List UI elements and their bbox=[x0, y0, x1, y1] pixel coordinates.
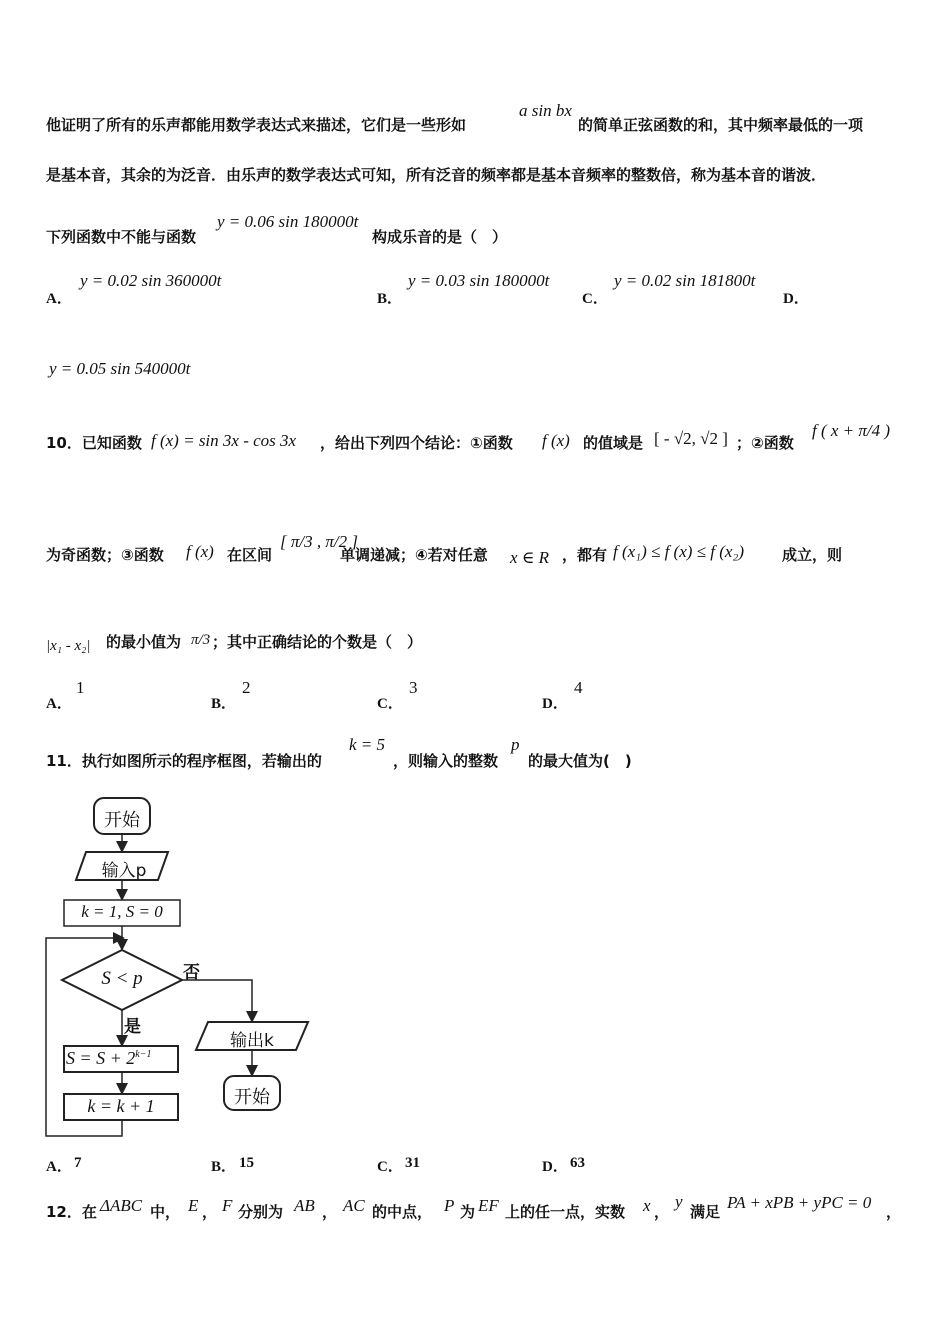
q12-a3: 的中点， bbox=[372, 1203, 433, 1221]
q10-option-d-value: 4 bbox=[574, 678, 583, 697]
q10-absdiff: |x₁ - x₂| bbox=[46, 638, 91, 654]
q10-line3-a: 的最小值为 bbox=[106, 633, 182, 651]
q10-ineq: f (x₁) ≤ f (x) ≤ f (x₂) bbox=[613, 542, 745, 561]
q10-prefix: 10．已知函数 bbox=[46, 434, 142, 452]
q9-option-b-label[interactable]: B． bbox=[377, 291, 403, 307]
q12-a6: 满足 bbox=[690, 1203, 721, 1221]
q11-mid: ，则输入的整数 bbox=[393, 752, 499, 770]
q10-range: [ - √2, √2 ] bbox=[654, 429, 728, 448]
q10-option-b-label[interactable]: B． bbox=[211, 696, 237, 712]
q10-line2-b: 在区间 bbox=[227, 546, 273, 564]
q10-fx2: f (x) bbox=[186, 542, 214, 561]
q11-option-c-value: 31 bbox=[405, 1155, 420, 1171]
q10-option-d-label[interactable]: D． bbox=[542, 696, 568, 712]
q10-line2-c: 单调递减；④若对任意 bbox=[340, 546, 488, 564]
q10-option-c-value: 3 bbox=[409, 678, 418, 697]
q9-option-b-math: y = 0.03 sin 180000t bbox=[408, 271, 550, 290]
q12-x: x bbox=[643, 1196, 651, 1215]
q10-line2-d: ，都有 bbox=[562, 546, 608, 564]
q11-option-a-value: 7 bbox=[74, 1155, 82, 1171]
q12-comma3: ， bbox=[654, 1203, 670, 1221]
flow-yes-label: 是 bbox=[124, 1017, 141, 1037]
q12-a5: 上的任一点，实数 bbox=[505, 1203, 626, 1221]
q11-option-c-label[interactable]: C． bbox=[377, 1159, 403, 1175]
q11-option-d-label[interactable]: D． bbox=[542, 1159, 568, 1175]
q10-line2-a: 为奇函数；③函数 bbox=[46, 546, 164, 564]
q11-option-b-value: 15 bbox=[239, 1155, 254, 1171]
q9-option-c-math: y = 0.02 sin 181800t bbox=[614, 271, 756, 290]
q9-line3-math: y = 0.06 sin 180000t bbox=[217, 212, 359, 231]
q11-suffix: 的最大值为( ) bbox=[528, 752, 632, 770]
q12-a2: 分别为 bbox=[238, 1203, 284, 1221]
q11-prefix: 11．执行如图所示的程序框图，若输出的 bbox=[46, 752, 322, 770]
q9-option-c-label[interactable]: C． bbox=[582, 291, 608, 307]
flow-init-text: k = 1, S = 0 bbox=[81, 902, 163, 921]
q10-line2-e: 成立，则 bbox=[782, 546, 843, 564]
q10-fx: f (x) bbox=[542, 431, 570, 450]
q9-line1-a: 他证明了所有的乐声都能用数学表达式来描述，它们是一些形如 bbox=[46, 116, 467, 134]
q10-option-a-label[interactable]: A． bbox=[46, 696, 72, 712]
q10-fx-def: f (x) = sin 3x - cos 3x bbox=[151, 431, 297, 450]
q11-option-b-label[interactable]: B． bbox=[211, 1159, 237, 1175]
q10-mid2: 的值域是 bbox=[583, 434, 644, 452]
q11-option-d-value: 63 bbox=[570, 1155, 585, 1171]
flow-update-s-main: S = S + 2 bbox=[66, 1048, 136, 1068]
q12-y: y bbox=[675, 1192, 683, 1211]
q10-option-c-label[interactable]: C． bbox=[377, 696, 403, 712]
q9-line3-b: 构成乐音的是（ ） bbox=[372, 228, 508, 246]
q10-mid3: ；②函数 bbox=[736, 434, 794, 452]
q12-prefix: 12．在 bbox=[46, 1203, 97, 1221]
q11-p: p bbox=[511, 735, 520, 754]
q12-end: ， bbox=[886, 1203, 902, 1221]
q12-ac: AC bbox=[343, 1196, 365, 1215]
q12-comma1: ， bbox=[202, 1203, 218, 1221]
q12-e: E bbox=[188, 1196, 199, 1215]
q10-fshift: f ( x + π/4 ) bbox=[812, 421, 891, 440]
flow-update-k-text: k = k + 1 bbox=[87, 1096, 155, 1116]
q10-interval: [ π/3 , π/2 ] bbox=[280, 532, 358, 551]
q9-option-d-math: y = 0.05 sin 540000t bbox=[49, 359, 191, 378]
q9-option-a-math: y = 0.02 sin 360000t bbox=[80, 271, 222, 290]
q10-pi3: π/3 bbox=[191, 632, 211, 648]
q9-option-a-label[interactable]: A． bbox=[46, 291, 72, 307]
flow-end-text: 开始 bbox=[234, 1087, 270, 1108]
q10-xinr: x ∈ R bbox=[510, 548, 550, 567]
q12-tri: ΔABC bbox=[100, 1196, 143, 1215]
q9-line3-a: 下列函数中不能与函数 bbox=[46, 228, 197, 246]
q9-line2: 是基本音，其余的为泛音．由乐声的数学表达式可知，所有泛音的频率都是基本音频率的整数倍，称为基本音的谐波． bbox=[46, 166, 827, 184]
flow-cond-text: S < p bbox=[101, 968, 143, 989]
q10-option-a-value: 1 bbox=[76, 678, 85, 697]
flow-no-label: 否 bbox=[183, 963, 200, 983]
flow-update-s-text bbox=[66, 1048, 178, 1069]
flow-output-text: 输出k bbox=[230, 1031, 274, 1051]
flow-start-text: 开始 bbox=[104, 810, 140, 831]
q12-comma2: ， bbox=[322, 1203, 338, 1221]
flow-update-s-exp: k−1 bbox=[135, 1049, 152, 1060]
q12-vec: PA + xPB + yPC = 0 bbox=[727, 1193, 872, 1212]
flow-input-text: 输入p bbox=[101, 861, 147, 881]
q10-mid1: ，给出下列四个结论：①函数 bbox=[320, 434, 513, 452]
q9-option-d-label[interactable]: D． bbox=[783, 291, 809, 307]
q9-line1-b: 的简单正弦函数的和，其中频率最低的一项 bbox=[578, 116, 864, 134]
q10-option-b-value: 2 bbox=[242, 678, 251, 697]
q11-k5: k = 5 bbox=[349, 735, 386, 754]
q11-option-a-label[interactable]: A． bbox=[46, 1159, 72, 1175]
q12-ef: EF bbox=[478, 1196, 499, 1215]
q10-line3-b: ；其中正确结论的个数是（ ） bbox=[212, 633, 423, 651]
q12-ab: AB bbox=[294, 1196, 315, 1215]
q12-f: F bbox=[222, 1196, 233, 1215]
flowchart bbox=[40, 790, 320, 1145]
q12-a4: 为 bbox=[460, 1203, 476, 1221]
q12-p: P bbox=[444, 1196, 455, 1215]
q12-a1: 中， bbox=[150, 1203, 181, 1221]
q9-line1-math: a sin bx bbox=[519, 101, 572, 120]
